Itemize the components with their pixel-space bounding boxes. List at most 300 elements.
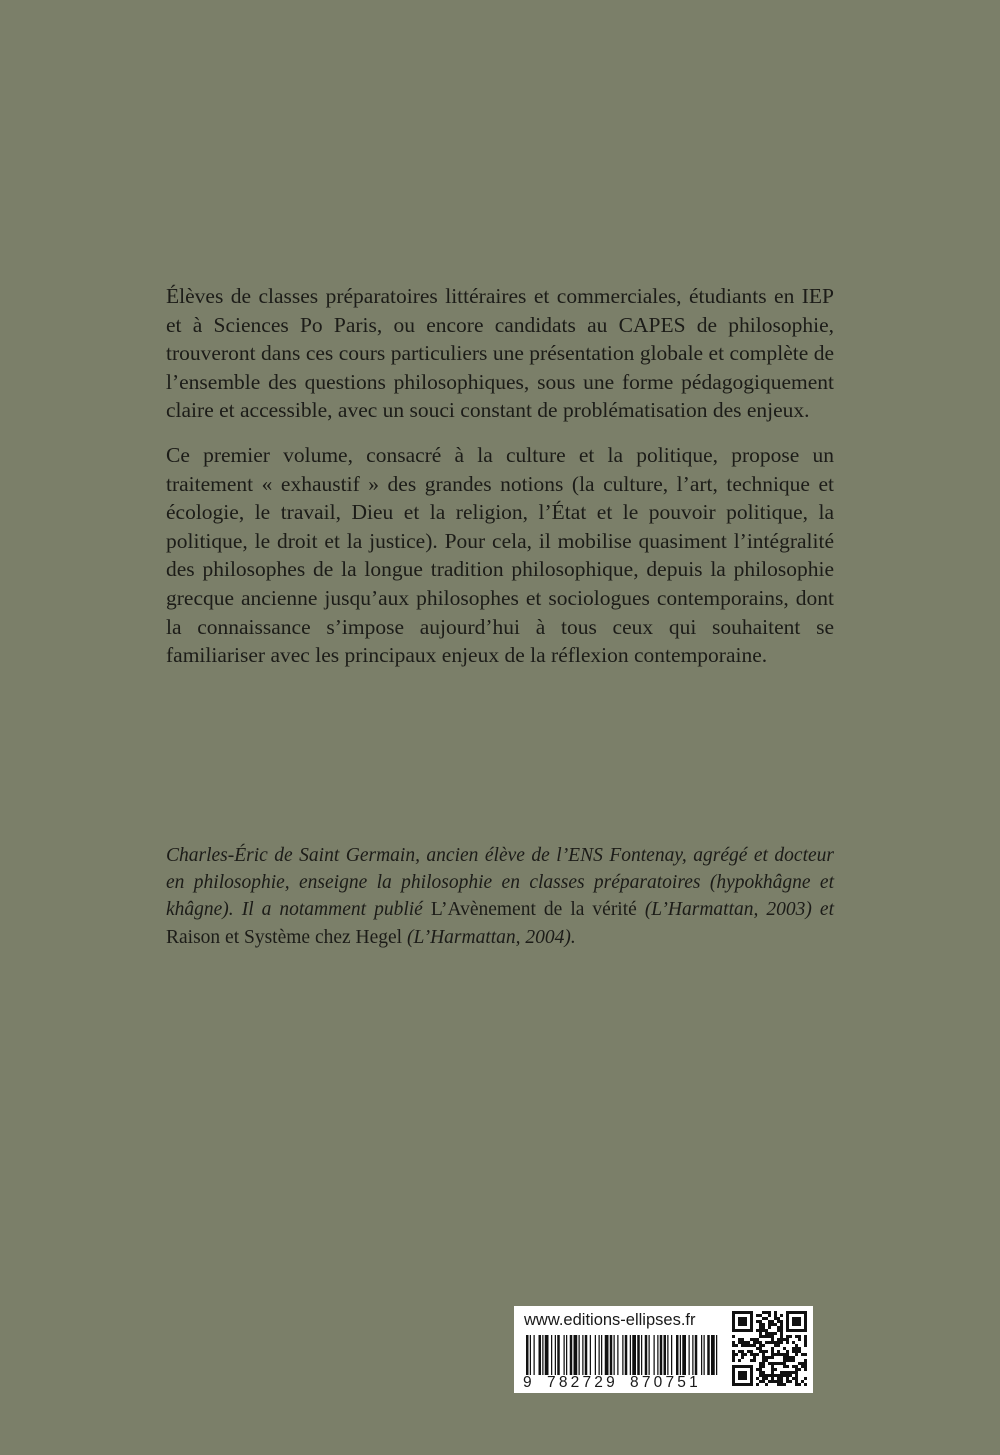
qr-module: [792, 1341, 795, 1344]
qr-finder-module: [738, 1311, 741, 1314]
qr-module: [783, 1356, 786, 1359]
barcode-bar: [716, 1335, 717, 1375]
qr-module: [798, 1338, 801, 1341]
qr-module: [792, 1347, 795, 1350]
qr-module: [780, 1320, 783, 1323]
qr-finder-module: [792, 1323, 795, 1326]
qr-finder-module: [804, 1314, 807, 1317]
qr-module: [759, 1362, 762, 1365]
qr-module: [774, 1344, 777, 1347]
qr-finder-module: [732, 1377, 735, 1380]
qr-module: [762, 1335, 765, 1338]
qr-finder-module: [750, 1320, 753, 1323]
qr-finder-module: [744, 1311, 747, 1314]
qr-module: [762, 1356, 765, 1359]
qr-module: [747, 1344, 750, 1347]
qr-module: [771, 1323, 774, 1326]
barcode-icon: [524, 1335, 719, 1375]
qr-finder-module: [741, 1329, 744, 1332]
qr-module: [798, 1347, 801, 1350]
qr-finder-module: [732, 1314, 735, 1317]
qr-module: [783, 1371, 786, 1374]
qr-module: [765, 1341, 768, 1344]
qr-module: [792, 1356, 795, 1359]
qr-finder-module: [738, 1383, 741, 1386]
qr-module: [774, 1341, 777, 1344]
qr-finder-module: [786, 1311, 789, 1314]
qr-finder-module: [750, 1311, 753, 1314]
barcode-bar: [664, 1335, 667, 1375]
qr-finder-module: [732, 1323, 735, 1326]
publisher-label: [514, 1306, 813, 1393]
qr-finder-module: [804, 1320, 807, 1323]
qr-module: [771, 1353, 774, 1356]
qr-module: [792, 1377, 795, 1380]
qr-module: [771, 1380, 774, 1383]
barcode-bar: [551, 1335, 552, 1375]
qr-module: [768, 1362, 771, 1365]
qr-module: [768, 1335, 771, 1338]
barcode-bar: [617, 1335, 618, 1375]
barcode-bar: [682, 1335, 686, 1375]
qr-module: [759, 1326, 762, 1329]
qr-finder-module: [750, 1374, 753, 1377]
barcode-bar: [599, 1335, 600, 1375]
qr-module: [771, 1362, 774, 1365]
qr-finder-module: [744, 1317, 747, 1320]
qr-finder-module: [735, 1383, 738, 1386]
qr-module: [780, 1371, 783, 1374]
qr-module: [774, 1362, 777, 1365]
qr-module: [774, 1380, 777, 1383]
qr-finder-module: [750, 1380, 753, 1383]
qr-module: [783, 1383, 786, 1386]
qr-finder-module: [732, 1311, 735, 1314]
qr-module: [777, 1329, 780, 1332]
barcode-bar: [542, 1335, 543, 1375]
qr-module: [732, 1353, 735, 1356]
qr-module: [789, 1335, 792, 1338]
qr-module: [777, 1344, 780, 1347]
qr-module: [777, 1326, 780, 1329]
qr-finder-module: [798, 1323, 801, 1326]
qr-finder-module: [804, 1317, 807, 1320]
qr-module: [741, 1344, 744, 1347]
qr-module: [786, 1359, 789, 1362]
qr-finder-module: [750, 1323, 753, 1326]
qr-module: [762, 1374, 765, 1377]
qr-module: [783, 1338, 786, 1341]
qr-module: [777, 1380, 780, 1383]
publisher-note-1: (L’Harmattan, 2003) et: [636, 899, 834, 921]
qr-module: [753, 1359, 756, 1362]
qr-module: [804, 1377, 807, 1380]
qr-finder-module: [804, 1329, 807, 1332]
qr-module: [732, 1344, 735, 1347]
qr-finder-module: [744, 1371, 747, 1374]
qr-module: [768, 1356, 771, 1359]
qr-module: [771, 1338, 774, 1341]
qr-module: [780, 1332, 783, 1335]
qr-module: [732, 1341, 735, 1344]
qr-module: [786, 1353, 789, 1356]
qr-module: [804, 1335, 807, 1338]
qr-module: [768, 1341, 771, 1344]
barcode-bar: [704, 1335, 705, 1375]
qr-module: [759, 1314, 762, 1317]
qr-module: [765, 1350, 768, 1353]
qr-module: [762, 1323, 765, 1326]
qr-module: [762, 1377, 765, 1380]
isbn-digit-group-1: 782729: [547, 1374, 618, 1391]
qr-module: [735, 1353, 738, 1356]
qr-finder-module: [795, 1320, 798, 1323]
qr-module: [759, 1329, 762, 1332]
qr-module: [795, 1353, 798, 1356]
qr-module: [735, 1344, 738, 1347]
qr-module: [792, 1350, 795, 1353]
qr-module: [774, 1374, 777, 1377]
qr-finder-module: [750, 1317, 753, 1320]
qr-module: [756, 1383, 759, 1386]
qr-finder-module: [804, 1326, 807, 1329]
qr-finder-module: [786, 1323, 789, 1326]
qr-module: [765, 1383, 768, 1386]
qr-module: [762, 1380, 765, 1383]
qr-module: [786, 1335, 789, 1338]
qr-finder-module: [750, 1365, 753, 1368]
barcode-bar: [574, 1335, 578, 1375]
qr-module: [804, 1338, 807, 1341]
qr-module: [765, 1356, 768, 1359]
qr-module: [732, 1356, 735, 1359]
qr-module: [765, 1329, 768, 1332]
qr-module: [741, 1353, 744, 1356]
qr-module: [789, 1371, 792, 1374]
barcode-bar: [585, 1335, 588, 1375]
qr-module: [759, 1332, 762, 1335]
qr-finder-module: [741, 1377, 744, 1380]
qr-module: [762, 1344, 765, 1347]
qr-module: [804, 1362, 807, 1365]
qr-finder-module: [750, 1371, 753, 1374]
qr-module: [771, 1350, 774, 1353]
qr-module: [795, 1371, 798, 1374]
qr-module: [786, 1350, 789, 1353]
qr-module: [768, 1374, 771, 1377]
qr-module: [762, 1371, 765, 1374]
qr-finder-module: [738, 1374, 741, 1377]
qr-module: [747, 1341, 750, 1344]
qr-module: [762, 1362, 765, 1365]
qr-module: [798, 1350, 801, 1353]
qr-finder-module: [750, 1314, 753, 1317]
qr-module: [759, 1344, 762, 1347]
qr-finder-module: [795, 1317, 798, 1320]
qr-module: [783, 1374, 786, 1377]
qr-finder-module: [795, 1311, 798, 1314]
barcode-bar: [692, 1335, 693, 1375]
barcode-bar: [649, 1335, 650, 1375]
qr-finder-module: [735, 1365, 738, 1368]
qr-module: [756, 1377, 759, 1380]
qr-module: [762, 1311, 765, 1314]
qr-module: [780, 1329, 783, 1332]
qr-module: [765, 1374, 768, 1377]
qr-module: [804, 1341, 807, 1344]
qr-module: [762, 1359, 765, 1362]
barcode-bar: [637, 1335, 640, 1375]
barcode-bar: [595, 1335, 596, 1375]
qr-finder-module: [786, 1329, 789, 1332]
qr-module: [804, 1368, 807, 1371]
qr-finder-module: [732, 1368, 735, 1371]
publisher-note-2: (L’Harmattan, 2004).: [402, 926, 576, 948]
author-bio-intro: Charles-Éric de Saint Germain, ancien élève de l’ENS Fontenay, agrégé et docteur en philosophie, enseigne la philosophie en classes préparatoires (hypokhâgne et khâgne). Il a notamment publié: [166, 845, 834, 921]
qr-module: [753, 1344, 756, 1347]
qr-finder-module: [738, 1320, 741, 1323]
qr-module: [783, 1365, 786, 1368]
qr-module: [798, 1335, 801, 1338]
qr-finder-module: [801, 1329, 804, 1332]
qr-finder-module: [738, 1323, 741, 1326]
qr-module: [738, 1341, 741, 1344]
back-cover-description: [166, 282, 834, 686]
qr-module: [768, 1314, 771, 1317]
barcode-bar: [660, 1335, 663, 1375]
qr-module: [771, 1332, 774, 1335]
qr-module: [732, 1335, 735, 1338]
qr-module: [771, 1347, 774, 1350]
qr-finder-module: [747, 1365, 750, 1368]
barcode-bar: [680, 1335, 681, 1375]
qr-module: [750, 1353, 753, 1356]
qr-finder-module: [732, 1383, 735, 1386]
qr-finder-module: [798, 1329, 801, 1332]
qr-module: [771, 1374, 774, 1377]
barcode-bar: [689, 1335, 690, 1375]
qr-module: [774, 1332, 777, 1335]
qr-finder-module: [744, 1374, 747, 1377]
qr-module: [780, 1380, 783, 1383]
qr-module: [792, 1365, 795, 1368]
qr-module: [750, 1338, 753, 1341]
qr-finder-module: [732, 1326, 735, 1329]
qr-module: [804, 1365, 807, 1368]
qr-module: [771, 1341, 774, 1344]
qr-module: [780, 1314, 783, 1317]
qr-finder-module: [747, 1383, 750, 1386]
qr-module: [777, 1350, 780, 1353]
barcode-bar: [530, 1335, 531, 1375]
qr-module: [780, 1374, 783, 1377]
qr-module: [795, 1335, 798, 1338]
barcode-bar: [701, 1335, 702, 1375]
qr-finder-module: [747, 1311, 750, 1314]
book-title-2: Raison et Système chez Hegel: [166, 926, 403, 948]
qr-module: [765, 1359, 768, 1362]
qr-module: [744, 1341, 747, 1344]
qr-finder-module: [738, 1317, 741, 1320]
qr-finder-module: [795, 1329, 798, 1332]
qr-module: [762, 1353, 765, 1356]
qr-module: [786, 1371, 789, 1374]
qr-module: [759, 1365, 762, 1368]
qr-module: [768, 1311, 771, 1314]
qr-module: [777, 1317, 780, 1320]
qr-finder-module: [789, 1329, 792, 1332]
qr-module: [759, 1320, 762, 1323]
qr-module: [777, 1383, 780, 1386]
qr-module: [771, 1377, 774, 1380]
description-paragraph-1: Élèves de classes préparatoires littéraires et commerciales, étudiants en IEP et à Sciences Po Paris, ou encore candidats au CAPES de philosophie, trouveront dans ces cours particuliers une présentation globale et complète de l’ensemble des questions philosophiques, sous une forme pédagogiquement claire et accessible, avec un souci constant de problématisation des enjeux.: [166, 284, 834, 423]
qr-module: [747, 1350, 750, 1353]
qr-module: [756, 1347, 759, 1350]
qr-module: [741, 1341, 744, 1344]
qr-module: [798, 1362, 801, 1365]
barcode-bar: [695, 1335, 698, 1375]
qr-module: [750, 1344, 753, 1347]
barcode-bar: [632, 1335, 636, 1375]
qr-module: [771, 1335, 774, 1338]
qr-finder-module: [801, 1311, 804, 1314]
qr-module: [789, 1356, 792, 1359]
qr-module: [801, 1353, 804, 1356]
qr-module: [780, 1353, 783, 1356]
qr-module: [762, 1350, 765, 1353]
qr-module: [756, 1329, 759, 1332]
qr-module: [759, 1371, 762, 1374]
qr-finder-module: [741, 1323, 744, 1326]
qr-module: [783, 1362, 786, 1365]
qr-module: [786, 1377, 789, 1380]
qr-module: [783, 1359, 786, 1362]
qr-module: [771, 1320, 774, 1323]
qr-module: [765, 1332, 768, 1335]
qr-module: [774, 1368, 777, 1371]
qr-module: [774, 1353, 777, 1356]
barcode-bar: [625, 1335, 628, 1375]
qr-finder-module: [732, 1374, 735, 1377]
qr-module: [780, 1326, 783, 1329]
qr-finder-module: [750, 1368, 753, 1371]
qr-module: [759, 1380, 762, 1383]
qr-code-icon: [732, 1311, 807, 1386]
barcode-bar: [605, 1335, 609, 1375]
qr-module: [765, 1335, 768, 1338]
qr-module: [732, 1350, 735, 1353]
qr-finder-module: [732, 1371, 735, 1374]
qr-module: [756, 1314, 759, 1317]
qr-module: [768, 1320, 771, 1323]
qr-module: [801, 1362, 804, 1365]
qr-module: [753, 1353, 756, 1356]
qr-module: [759, 1350, 762, 1353]
barcode-bar: [582, 1335, 583, 1375]
description-paragraph-2: Ce premier volume, consacré à la culture et la politique, propose un traitement « exhaustif » des grandes notions (la culture, l’art, technique et écologie, le travail, Dieu et la religion, l’État et le pouvoir politique, la politique, le droit et la justice). Pour cela, il mobilise quasiment l’intégralité des philosophes de la longue tradition philosophique, depuis la philosophie grecque ancienne jusqu’aux philosophes et sociologues contemporains, dont la connaissance s’impose aujourd’hui à tous ceux qui souhaitent se familiariser avec les principaux enjeux de la réflexion contemporaine.: [166, 442, 834, 668]
barcode-bar: [654, 1335, 655, 1375]
qr-module: [759, 1341, 762, 1344]
qr-finder-module: [786, 1326, 789, 1329]
barcode-bar: [566, 1335, 567, 1375]
qr-module: [756, 1353, 759, 1356]
qr-module: [783, 1353, 786, 1356]
barcode-bar: [601, 1335, 602, 1375]
qr-finder-module: [786, 1317, 789, 1320]
qr-module: [741, 1356, 744, 1359]
qr-module: [795, 1377, 798, 1380]
qr-module: [762, 1326, 765, 1329]
qr-module: [804, 1353, 807, 1356]
qr-module: [795, 1344, 798, 1347]
qr-module: [744, 1344, 747, 1347]
qr-finder-module: [735, 1311, 738, 1314]
qr-module: [777, 1353, 780, 1356]
qr-module: [756, 1338, 759, 1341]
qr-module: [792, 1371, 795, 1374]
qr-module: [771, 1356, 774, 1359]
isbn-digit-prefix: 9: [523, 1374, 532, 1391]
qr-finder-module: [750, 1326, 753, 1329]
qr-finder-module: [747, 1329, 750, 1332]
qr-finder-module: [732, 1320, 735, 1323]
qr-finder-module: [732, 1365, 735, 1368]
qr-module: [780, 1377, 783, 1380]
qr-module: [756, 1320, 759, 1323]
qr-module: [774, 1317, 777, 1320]
qr-finder-module: [738, 1371, 741, 1374]
qr-module: [795, 1365, 798, 1368]
isbn-digit-group-2: 870751: [630, 1374, 701, 1391]
qr-module: [789, 1374, 792, 1377]
qr-module: [777, 1320, 780, 1323]
qr-module: [777, 1338, 780, 1341]
qr-module: [741, 1350, 744, 1353]
barcode-bar: [707, 1335, 710, 1375]
qr-finder-module: [741, 1317, 744, 1320]
qr-module: [762, 1329, 765, 1332]
qr-module: [765, 1311, 768, 1314]
qr-module: [777, 1374, 780, 1377]
qr-module: [738, 1359, 741, 1362]
qr-module: [780, 1338, 783, 1341]
qr-finder-module: [804, 1311, 807, 1314]
qr-module: [753, 1341, 756, 1344]
qr-module: [777, 1377, 780, 1380]
qr-module: [762, 1365, 765, 1368]
qr-module: [759, 1323, 762, 1326]
qr-finder-module: [750, 1383, 753, 1386]
qr-module: [771, 1365, 774, 1368]
barcode-bar: [545, 1335, 549, 1375]
barcode-bar: [671, 1335, 672, 1375]
qr-module: [789, 1359, 792, 1362]
qr-module: [774, 1311, 777, 1314]
barcode-bar: [667, 1335, 668, 1375]
qr-module: [762, 1317, 765, 1320]
qr-finder-module: [738, 1377, 741, 1380]
qr-module: [756, 1341, 759, 1344]
qr-finder-module: [792, 1311, 795, 1314]
qr-module: [774, 1314, 777, 1317]
qr-module: [792, 1359, 795, 1362]
qr-module: [765, 1377, 768, 1380]
qr-finder-module: [741, 1371, 744, 1374]
barcode-bar: [579, 1335, 580, 1375]
qr-finder-module: [786, 1314, 789, 1317]
barcode-bar: [555, 1335, 556, 1375]
qr-finder-module: [741, 1320, 744, 1323]
